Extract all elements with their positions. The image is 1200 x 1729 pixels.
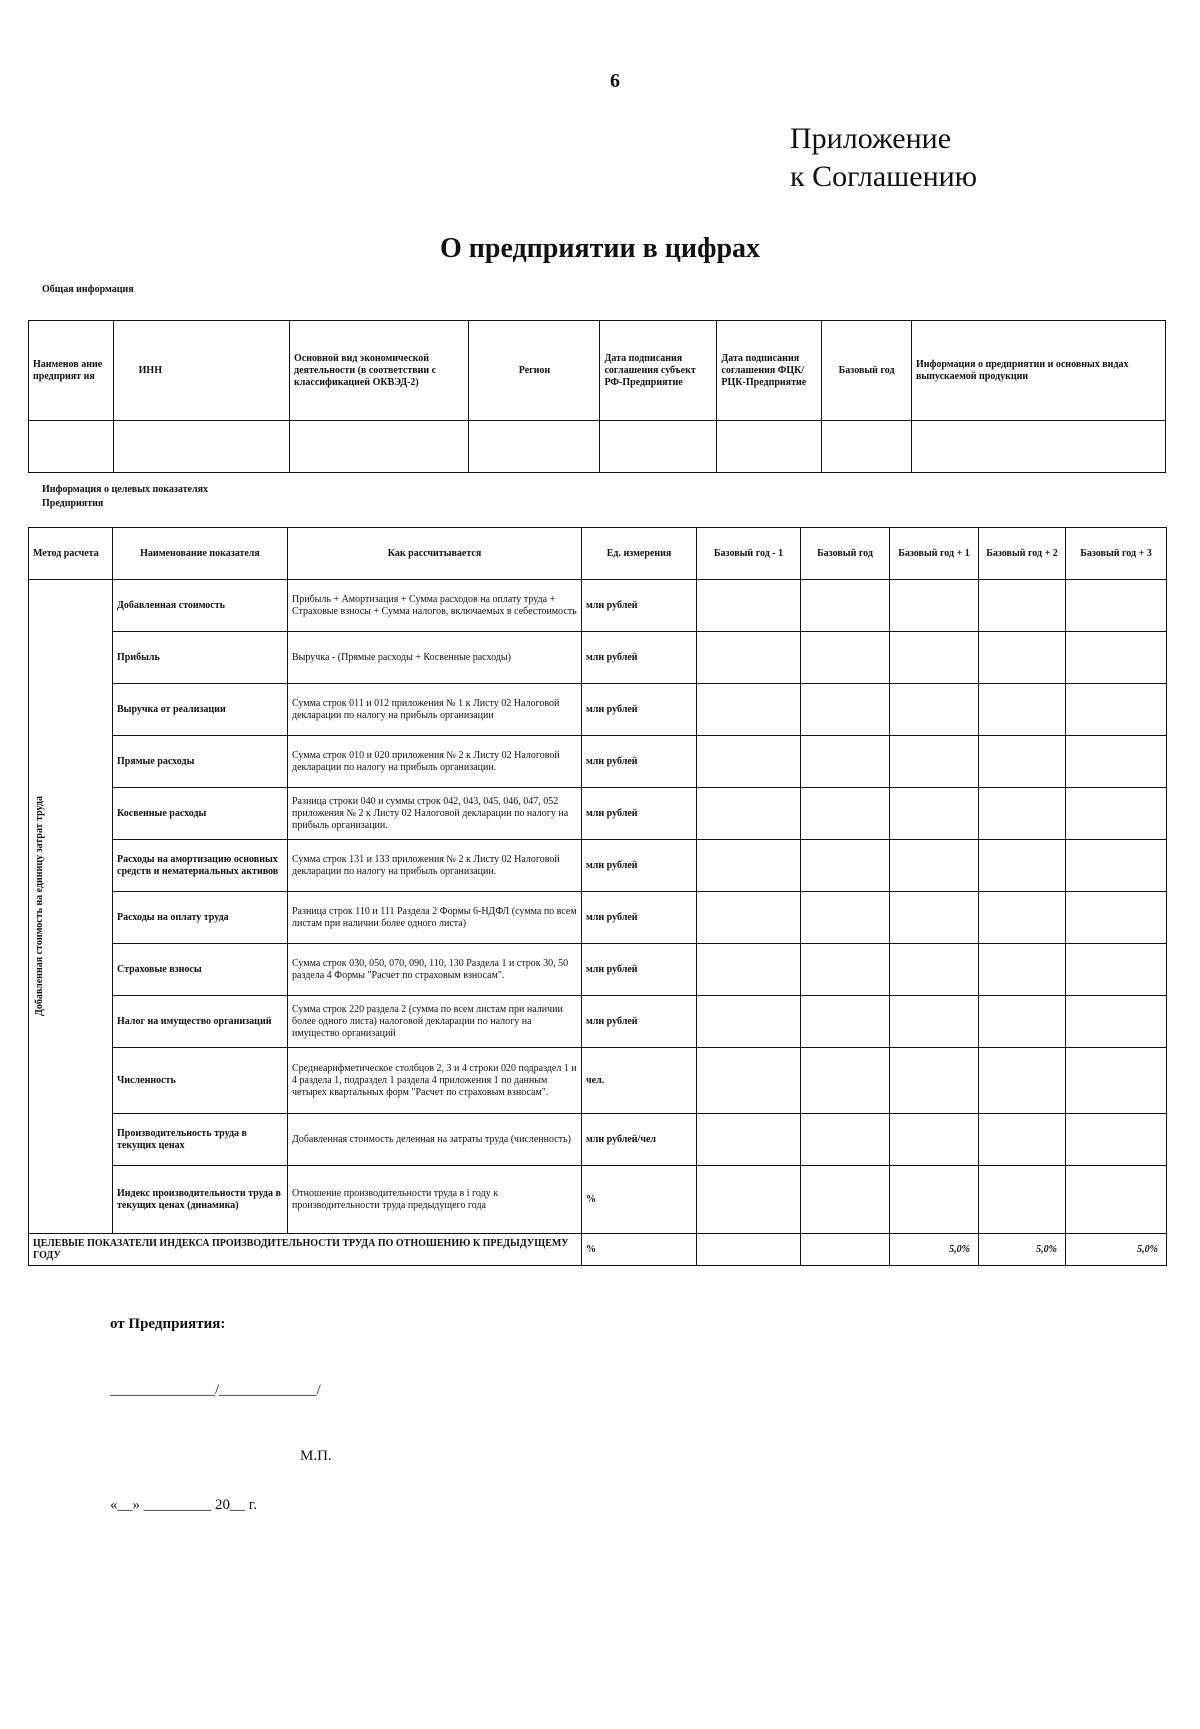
cell[interactable] [697,840,801,892]
indicator-unit: млн рублей [582,580,697,632]
from-enterprise-label: от Предприятия: [110,1316,226,1332]
appendix-line-1: Приложение [790,122,952,155]
indicator-calc: Сумма строк 030, 050, 070, 090, 110, 130 Раздела 1 и строк 30, 50 раздела 4 Формы "Расчет по страховым взносам". [288,944,582,996]
targets-heading [42,483,208,511]
indicator-calc: Выручка - (Прямые расходы + Косвенные расходы) [288,632,582,684]
general-info-table [28,320,1166,473]
indicator-name: Индекс производительности труда в текущих ценах (динамика) [113,1166,288,1234]
header-enterprise-info: Информация о предприятии и основных видах выпускаемой продукции [911,321,1165,421]
indicator-calc: Разница строки 040 и суммы строк 042, 043, 045, 046, 047, 052 приложения № 2 к Листу 02 Налоговой декларации по налогу на прибыль организации. [288,788,582,840]
appendix-label [790,120,977,196]
header-date-fck: Дата подписания соглашения ФЦК/РЦК-Предприятие [717,321,822,421]
date-line: «__» _________ 20__ г. [110,1497,257,1513]
cell[interactable] [801,1234,890,1266]
final-label: ЦЕЛЕВЫЕ ПОКАЗАТЕЛИ ИНДЕКСА ПРОИЗВОДИТЕЛЬНОСТИ ТРУДА ПО ОТНОШЕНИЮ К ПРЕДЫДУЩЕМУ ГОДУ [29,1234,582,1266]
cell[interactable] [979,632,1066,684]
general-header-row [29,321,1166,421]
cell[interactable] [979,840,1066,892]
cell[interactable] [801,788,890,840]
indicator-unit: млн рублей [582,944,697,996]
cell[interactable] [697,736,801,788]
cell[interactable] [1066,944,1167,996]
cell[interactable] [890,1114,979,1166]
cell[interactable] [890,736,979,788]
cell[interactable] [717,421,822,473]
indicator-unit: млн рублей [582,736,697,788]
indicator-calc: Разница строк 110 и 111 Раздела 2 Формы 6-НДФЛ (сумма по всем листам при наличии более одного листа) [288,892,582,944]
signature-line: ______________/_____________/ [110,1382,321,1398]
cell[interactable] [890,944,979,996]
cell[interactable] [801,684,890,736]
final-value-plus-3: 5,0% [1066,1234,1167,1266]
cell[interactable] [801,1048,890,1114]
header-base-plus-1: Базовый год + 1 [890,528,979,580]
header-base-minus-1: Базовый год - 1 [697,528,801,580]
header-base-plus-3: Базовый год + 3 [1066,528,1167,580]
method-label: Добавленная стоимость на единицу затрат труда [34,796,45,1017]
indicator-name: Выручка от реализации [113,684,288,736]
table-row [29,632,1167,684]
cell[interactable] [290,421,469,473]
header-method: Метод расчета [29,528,113,580]
final-value-plus-2: 5,0% [979,1234,1066,1266]
cell[interactable] [822,421,912,473]
cell[interactable] [697,1114,801,1166]
header-enterprise-name: Наименов ание предприят ия [29,321,114,421]
indicator-calc: Сумма строк 131 и 133 приложения № 2 к Листу 02 Налоговой декларации по налогу на прибыль организации. [288,840,582,892]
table-row [29,788,1167,840]
indicator-calc: Прибыль + Амортизация + Сумма расходов на оплату труда + Страховые взносы + Сумма налогов, включаемых в себестоимость [288,580,582,632]
indicator-unit: млн рублей [582,684,697,736]
indicator-calc: Сумма строк 010 и 020 приложения № 2 к Листу 02 Налоговой декларации по налогу на прибыль организации. [288,736,582,788]
cell[interactable] [469,421,600,473]
cell[interactable] [29,421,114,473]
indicator-unit: млн рублей/чел [582,1114,697,1166]
header-base-plus-2: Базовый год + 2 [979,528,1066,580]
cell[interactable] [697,892,801,944]
table-row [29,580,1167,632]
cell[interactable] [801,632,890,684]
header-okved: Основной вид экономической деятельности (в соответствии с классификацией ОКВЭД-2) [290,321,469,421]
cell[interactable] [697,1234,801,1266]
indicator-name: Численность [113,1048,288,1114]
indicator-name: Страховые взносы [113,944,288,996]
indicator-unit: млн рублей [582,840,697,892]
table-row [29,996,1167,1048]
header-inn: ИНН [113,321,289,421]
cell[interactable] [979,892,1066,944]
targets-table [28,527,1167,1266]
table-row [29,1114,1167,1166]
indicator-name: Налог на имущество организаций [113,996,288,1048]
targets-heading-line-2: Предприятия [42,498,104,509]
indicator-calc: Сумма строк 220 раздела 2 (сумма по всем листам при наличии более одного листа) налоговой декларации по налогу на имущество организаций [288,996,582,1048]
indicator-name: Косвенные расходы [113,788,288,840]
indicator-name: Расходы на оплату труда [113,892,288,944]
table-row [29,736,1167,788]
page-title: О предприятии в цифрах [439,233,761,264]
cell[interactable] [890,892,979,944]
indicator-calc: Среднеарифметическое столбцов 2, 3 и 4 строки 020 подраздел 1 и 4 раздела 1, подраздел 1 раздела 4 приложения 1 по данным четырех квартальных форм "Расчет по страховым взносам". [288,1048,582,1114]
cell[interactable] [1066,840,1167,892]
cell[interactable] [890,684,979,736]
method-cell [29,580,113,1234]
indicator-rows [29,580,1167,1234]
indicator-unit: млн рублей [582,892,697,944]
indicator-unit: % [582,1166,697,1234]
cell[interactable] [697,1166,801,1234]
indicator-unit: млн рублей [582,996,697,1048]
cell[interactable] [979,580,1066,632]
cell[interactable] [890,788,979,840]
cell[interactable] [697,788,801,840]
cell[interactable] [890,996,979,1048]
indicator-calc: Добавленная стоимость деленная на затраты труда (численность) [288,1114,582,1166]
page-number: 6 [610,70,620,92]
table-row [29,944,1167,996]
cell[interactable] [697,1048,801,1114]
header-region: Регион [469,321,600,421]
cell[interactable] [1066,996,1167,1048]
indicator-name: Расходы на амортизацию основных средств и нематериальных активов [113,840,288,892]
cell[interactable] [600,421,717,473]
appendix-line-2: к Соглашению [790,160,978,193]
cell[interactable] [979,788,1066,840]
header-base: Базовый год [801,528,890,580]
cell[interactable] [890,840,979,892]
indicator-name: Прямые расходы [113,736,288,788]
indicator-calc: Отношение производительности труда в i году к производительности труда предыдущего года [288,1166,582,1234]
cell[interactable] [979,1166,1066,1234]
cell[interactable] [890,1166,979,1234]
cell[interactable] [801,892,890,944]
cell[interactable] [979,1114,1066,1166]
cell[interactable] [1066,1166,1167,1234]
cell[interactable] [911,421,1165,473]
cell[interactable] [801,736,890,788]
cell[interactable] [801,996,890,1048]
table-row [29,840,1167,892]
cell[interactable] [1066,892,1167,944]
stamp-label: М.П. [300,1448,332,1464]
cell[interactable] [697,580,801,632]
targets-header-row [29,528,1167,580]
cell[interactable] [1066,788,1167,840]
table-row [29,1048,1167,1114]
header-calculation: Как рассчитывается [288,528,582,580]
targets-heading-line-1: Информация о целевых показателях [42,484,209,495]
table-row [29,892,1167,944]
final-row [29,1234,1167,1266]
cell[interactable] [979,684,1066,736]
cell[interactable] [801,944,890,996]
final-value-plus-1: 5,0% [890,1234,979,1266]
header-date-rf: Дата подписания соглашения субъект РФ-Предприятие [600,321,717,421]
indicator-unit: млн рублей [582,788,697,840]
header-unit: Ед. измерения [582,528,697,580]
general-empty-row [29,421,1166,473]
indicator-name: Прибыль [113,632,288,684]
cell[interactable] [697,996,801,1048]
general-info-heading: Общая информация [42,284,134,295]
cell[interactable] [890,1048,979,1114]
header-base-year: Базовый год [822,321,912,421]
cell[interactable] [979,996,1066,1048]
indicator-calc: Сумма строк 011 и 012 приложения № 1 к Листу 02 Налоговой декларации по налогу на прибыль организации [288,684,582,736]
cell[interactable] [1066,1048,1167,1114]
cell[interactable] [801,1114,890,1166]
cell[interactable] [979,944,1066,996]
indicator-unit: млн рублей [582,632,697,684]
cell[interactable] [801,1166,890,1234]
cell[interactable] [979,1048,1066,1114]
cell[interactable] [697,944,801,996]
header-indicator: Наименование показателя [113,528,288,580]
cell[interactable] [1066,632,1167,684]
cell[interactable] [1066,1114,1167,1166]
cell[interactable] [113,421,289,473]
indicator-unit: чел. [582,1048,697,1114]
cell[interactable] [890,632,979,684]
cell[interactable] [697,632,801,684]
indicator-name: Производительность труда в текущих ценах [113,1114,288,1166]
cell[interactable] [801,580,890,632]
cell[interactable] [1066,736,1167,788]
cell[interactable] [1066,684,1167,736]
cell[interactable] [697,684,801,736]
table-row [29,1166,1167,1234]
cell[interactable] [1066,580,1167,632]
final-unit: % [582,1234,697,1266]
cell[interactable] [979,736,1066,788]
cell[interactable] [890,580,979,632]
indicator-name: Добавленная стоимость [113,580,288,632]
cell[interactable] [801,840,890,892]
table-row [29,684,1167,736]
